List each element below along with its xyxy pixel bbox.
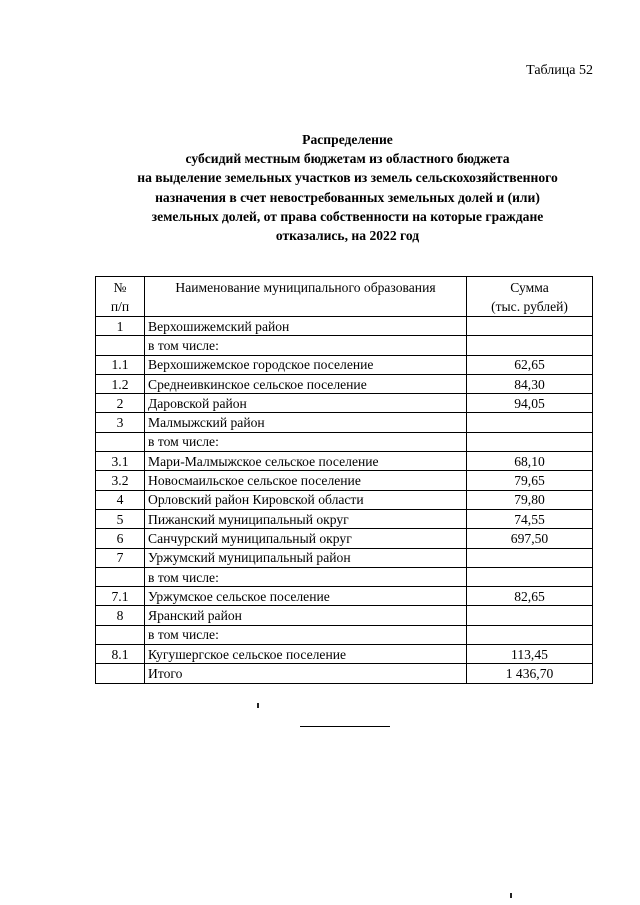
row-name-cell: Орловский район Кировской области [145, 490, 467, 509]
table-row [96, 529, 593, 548]
table-body [96, 317, 593, 684]
row-number-cell: 5 [96, 509, 145, 528]
row-name-cell: в том числе: [145, 625, 467, 644]
subsidy-distribution-table [95, 276, 593, 684]
column-header-sum [467, 277, 593, 317]
row-name-cell: в том числе: [145, 567, 467, 586]
row-number-cell: 7.1 [96, 587, 145, 606]
row-name-cell: Санчурский муниципальный округ [145, 529, 467, 548]
row-number-cell: 1.1 [96, 355, 145, 374]
table-row [96, 336, 593, 355]
row-number-cell: 6 [96, 529, 145, 548]
row-sum-cell: 74,55 [467, 509, 593, 528]
row-name-cell: Новосмаильское сельское поселение [145, 471, 467, 490]
row-sum-cell: 697,50 [467, 529, 593, 548]
row-number-cell: 8 [96, 606, 145, 625]
row-sum-cell: 1 436,70 [467, 664, 593, 683]
row-name-cell: Мари-Малмыжское сельское поселение [145, 452, 467, 471]
row-name-cell: Верхошижемский район [145, 317, 467, 336]
table-row [96, 587, 593, 606]
row-sum-cell: 82,65 [467, 587, 593, 606]
row-number-cell [96, 625, 145, 644]
table-row [96, 355, 593, 374]
row-name-cell: Верхошижемское городское поселение [145, 355, 467, 374]
table-row [96, 509, 593, 528]
row-sum-cell [467, 625, 593, 644]
row-name-cell: Уржумское сельское поселение [145, 587, 467, 606]
row-name-cell: Кугушергское сельское поселение [145, 645, 467, 664]
table-row [96, 664, 593, 683]
row-name-cell: Среднеивкинское сельское поселение [145, 374, 467, 393]
row-number-cell [96, 567, 145, 586]
table-row [96, 394, 593, 413]
column-header-name: Наименование муниципального образования [145, 277, 467, 317]
column-header-sum-line1: Сумма [510, 280, 549, 295]
row-name-cell: Даровской район [145, 394, 467, 413]
table-row [96, 374, 593, 393]
row-sum-cell [467, 317, 593, 336]
row-sum-cell: 94,05 [467, 394, 593, 413]
row-sum-cell: 68,10 [467, 452, 593, 471]
row-name-cell: Малмыжский район [145, 413, 467, 432]
row-number-cell [96, 664, 145, 683]
document-heading [60, 130, 635, 245]
heading-line: на выделение земельных участков из земель сельскохозяйственного [137, 170, 558, 186]
table-row [96, 413, 593, 432]
table-row [96, 548, 593, 567]
row-name-cell: в том числе: [145, 336, 467, 355]
row-name-cell: Пижанский муниципальный округ [145, 509, 467, 528]
row-number-cell: 4 [96, 490, 145, 509]
column-header-number-label: № п/п [110, 280, 130, 314]
column-header-sum-line2: (тыс. рублей) [491, 299, 568, 314]
row-number-cell: 3.1 [96, 452, 145, 471]
row-number-cell [96, 336, 145, 355]
heading-line: земельных долей, от права собственности на которые граждане [151, 208, 544, 224]
row-number-cell: 3 [96, 413, 145, 432]
row-sum-cell: 62,65 [467, 355, 593, 374]
table-number-label: Таблица 52 [526, 63, 593, 78]
row-sum-cell [467, 336, 593, 355]
table-row [96, 452, 593, 471]
scan-speck [257, 703, 259, 708]
heading-line: Распределение [302, 132, 393, 147]
row-sum-cell: 84,30 [467, 374, 593, 393]
closing-rule [300, 726, 390, 727]
row-sum-cell [467, 548, 593, 567]
scan-speck [510, 893, 512, 898]
row-name-cell: Итого [145, 664, 467, 683]
table-header-row [96, 277, 593, 317]
column-header-number [96, 277, 145, 317]
table-row [96, 317, 593, 336]
table-row [96, 606, 593, 625]
table-row [96, 432, 593, 451]
table-row [96, 471, 593, 490]
row-number-cell: 1 [96, 317, 145, 336]
row-number-cell: 2 [96, 394, 145, 413]
row-number-cell [96, 432, 145, 451]
row-name-cell: в том числе: [145, 432, 467, 451]
row-sum-cell [467, 432, 593, 451]
row-sum-cell [467, 413, 593, 432]
row-name-cell: Уржумский муниципальный район [145, 548, 467, 567]
row-name-cell: Яранский район [145, 606, 467, 625]
heading-line: отказались, на 2022 год [275, 228, 420, 244]
row-number-cell: 1.2 [96, 374, 145, 393]
table-row [96, 567, 593, 586]
heading-line: субсидий местным бюджетам из областного бюджета [185, 151, 510, 167]
row-sum-cell [467, 606, 593, 625]
table-row [96, 625, 593, 644]
heading-line: назначения в счет невостребованных земельных долей и (или) [155, 189, 540, 205]
row-sum-cell [467, 567, 593, 586]
table-row [96, 645, 593, 664]
row-number-cell: 3.2 [96, 471, 145, 490]
row-number-cell: 7 [96, 548, 145, 567]
row-sum-cell: 113,45 [467, 645, 593, 664]
row-number-cell: 8.1 [96, 645, 145, 664]
row-sum-cell: 79,80 [467, 490, 593, 509]
row-sum-cell: 79,65 [467, 471, 593, 490]
table-row [96, 490, 593, 509]
